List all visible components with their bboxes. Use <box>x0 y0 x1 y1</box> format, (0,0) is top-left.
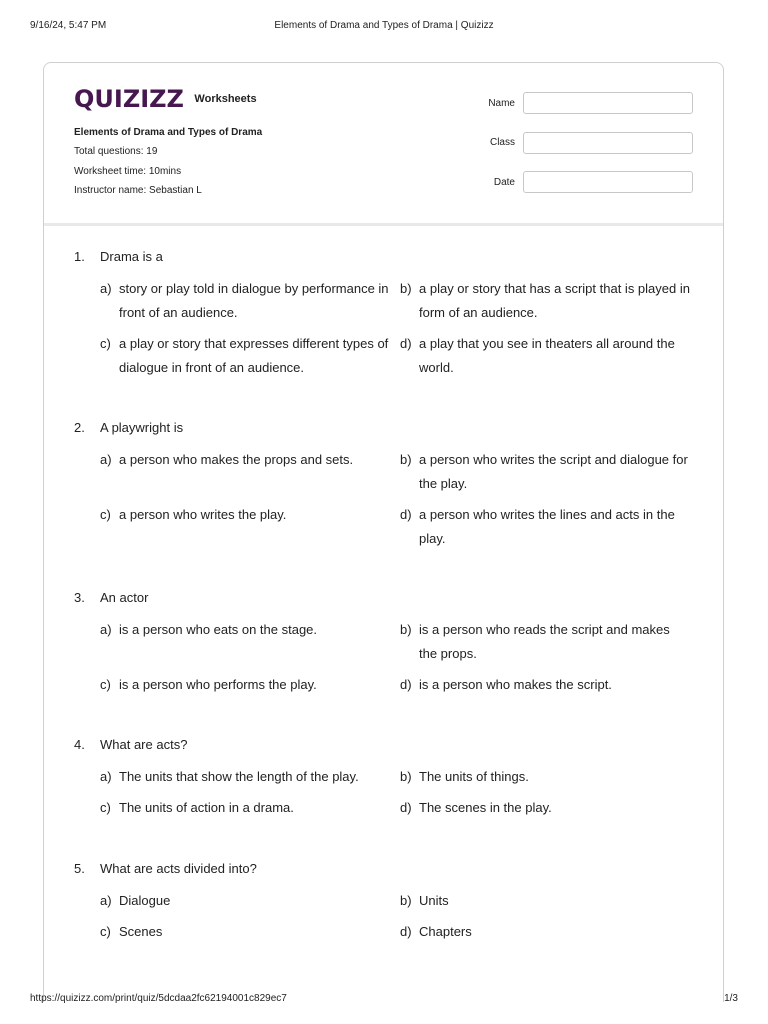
question-number: 3. <box>74 590 85 605</box>
option-text: Dialogue <box>119 893 171 908</box>
question-text: Drama is a <box>100 249 163 264</box>
option-d <box>400 332 690 380</box>
option-text: Chapters <box>419 924 472 939</box>
option-b <box>400 765 690 789</box>
option-b <box>400 448 690 496</box>
option-text: is a person who makes the script. <box>419 677 612 692</box>
option-letter: c) <box>100 924 111 939</box>
option-text: The units of things. <box>419 769 529 784</box>
option-text: a play that you see in theaters all around the world. <box>419 336 675 375</box>
option-d <box>400 503 690 551</box>
question-number: 5. <box>74 861 85 876</box>
date-field[interactable] <box>523 171 693 193</box>
option-letter: c) <box>100 336 111 351</box>
option-text: Units <box>419 893 449 908</box>
worksheet-time: Worksheet time: 10mins <box>74 166 182 177</box>
page-number: 1/3 <box>724 993 738 1004</box>
option-d <box>400 920 690 944</box>
print-page-title: Elements of Drama and Types of Drama | Quizizz <box>274 20 494 31</box>
option-d <box>400 673 690 697</box>
option-letter: b) <box>400 452 412 467</box>
option-text: is a person who eats on the stage. <box>119 622 318 637</box>
option-text: The scenes in the play. <box>419 800 552 815</box>
option-text: a play or story that expresses different types of dialogue in front of an audience. <box>119 336 389 375</box>
option-d <box>400 796 690 820</box>
option-letter: a) <box>100 893 112 908</box>
option-a <box>100 448 390 472</box>
option-letter: c) <box>100 507 111 522</box>
name-label: Name <box>488 98 515 109</box>
quiz-title: Elements of Drama and Types of Drama <box>74 127 263 138</box>
option-letter: d) <box>400 677 412 692</box>
option-letter: c) <box>100 800 111 815</box>
option-letter: d) <box>400 507 412 522</box>
option-letter: a) <box>100 452 112 467</box>
option-letter: c) <box>100 677 111 692</box>
option-letter: a) <box>100 622 112 637</box>
option-text: is a person who reads the script and makes the props. <box>419 622 670 661</box>
option-b <box>400 889 690 913</box>
class-field[interactable] <box>523 132 693 154</box>
quizizz-logo: QUIZIZZ <box>74 85 184 113</box>
option-text: a person who writes the lines and acts in the play. <box>419 507 675 546</box>
option-b <box>400 618 690 666</box>
worksheet <box>43 62 724 1002</box>
option-text: story or play told in dialogue by performance in front of an audience. <box>119 281 389 320</box>
option-letter: a) <box>100 281 112 296</box>
option-letter: a) <box>100 769 112 784</box>
option-text: The units that show the length of the play. <box>119 769 359 784</box>
option-b <box>400 277 690 325</box>
option-c <box>100 503 390 527</box>
option-letter: b) <box>400 769 412 784</box>
option-a <box>100 618 390 642</box>
option-text: a person who writes the script and dialogue for the play. <box>419 452 688 491</box>
date-label: Date <box>493 177 515 188</box>
print-footer <box>30 993 738 1007</box>
option-text: The units of action in a drama. <box>119 800 294 815</box>
question-text: A playwright is <box>100 420 184 435</box>
question-text: An actor <box>100 590 149 605</box>
option-c <box>100 920 390 944</box>
question-number: 1. <box>74 249 85 264</box>
option-letter: b) <box>400 893 412 908</box>
total-questions: Total questions: 19 <box>74 146 158 157</box>
option-text: a play or story that has a script that is played in form of an audience. <box>419 281 690 320</box>
question-number: 2. <box>74 420 85 435</box>
name-field[interactable] <box>523 92 693 114</box>
option-c <box>100 673 390 697</box>
option-c <box>100 332 390 380</box>
option-a <box>100 277 390 325</box>
option-letter: d) <box>400 924 412 939</box>
class-label: Class <box>489 137 515 148</box>
option-text: Scenes <box>119 924 163 939</box>
worksheet-header <box>44 63 723 226</box>
option-letter: b) <box>400 622 412 637</box>
brand-subtitle: Worksheets <box>194 93 257 105</box>
brand <box>74 85 257 115</box>
option-letter: b) <box>400 281 412 296</box>
option-text: is a person who performs the play. <box>119 677 317 692</box>
option-text: a person who writes the play. <box>119 507 287 522</box>
option-text: a person who makes the props and sets. <box>119 452 354 467</box>
question-text: What are acts? <box>100 737 188 752</box>
option-a <box>100 889 390 913</box>
question-number: 4. <box>74 737 85 752</box>
option-c <box>100 796 390 820</box>
option-a <box>100 765 390 789</box>
instructor-name: Instructor name: Sebastian L <box>74 185 202 196</box>
option-letter: d) <box>400 800 412 815</box>
question-text: What are acts divided into? <box>100 861 257 876</box>
print-datetime: 9/16/24, 5:47 PM <box>30 20 107 31</box>
print-header <box>30 20 738 34</box>
print-url: https://quizizz.com/print/quiz/5dcdaa2fc62194001c829ec7 <box>30 993 287 1004</box>
option-letter: d) <box>400 336 412 351</box>
